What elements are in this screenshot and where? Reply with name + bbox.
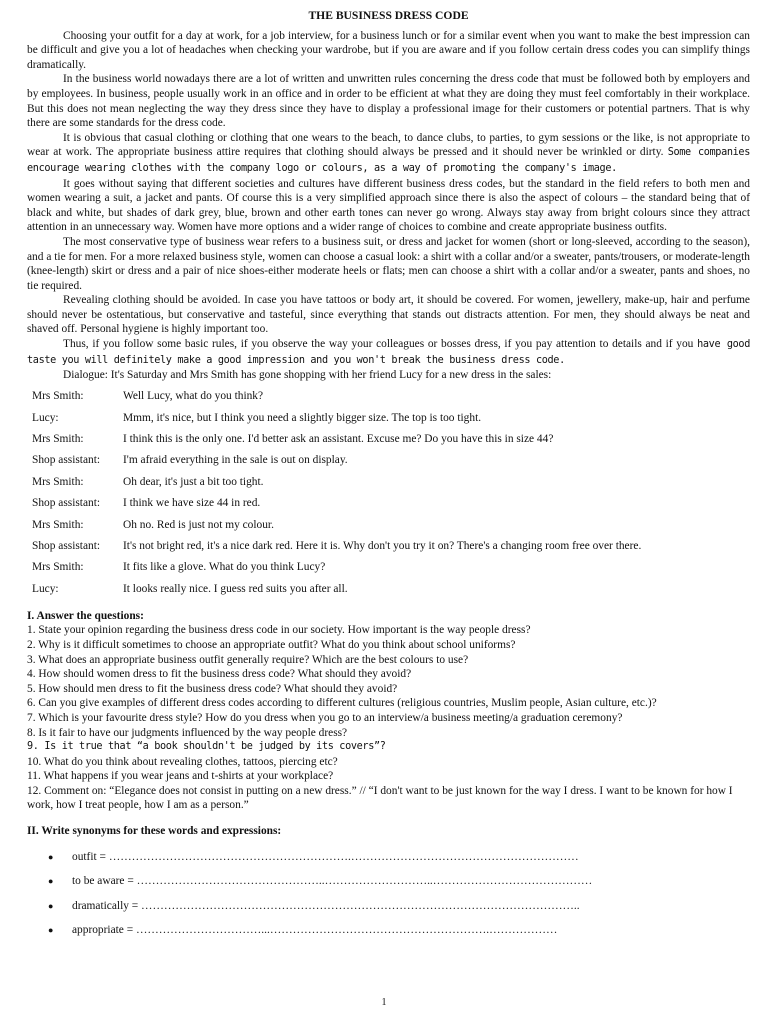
question-item: 4. How should women dress to fit the business dress code? What should they avoid? xyxy=(27,668,412,681)
dialogue-line: It's not bright red, it's a nice dark red. Here it is. Why don't you try it on? There's a changing room free over there. xyxy=(123,539,642,552)
dialogue-table xyxy=(27,386,641,600)
synonym-term: to be aware = xyxy=(72,875,137,888)
section-1-heading: I. Answer the questions: xyxy=(27,609,144,622)
synonym-item xyxy=(27,918,750,943)
dialogue-row xyxy=(27,386,641,407)
paragraph-7-handwritten-note: have good taste you will definitely make a good impression and you won't break the business dress code. xyxy=(27,339,750,366)
question-item: 10. What do you think about revealing clothes, tattoos, piercing etc? xyxy=(27,755,338,768)
synonym-answer-blank[interactable]: …………………………………………..………………………..…………………………………… xyxy=(136,875,593,888)
paragraph-2: In the business world nowadays there are a lot of written and unwritten rules concerning the dress code that must be followed both by employers and by employees. In business, people usually work in an office and in order to be efficient at what they are doing they must feel comfortably in their workplace. But this does not mean neglecting the way they dress since they have to display a professional image for their customers or potential partners. That is why there are some standards for the dress code. xyxy=(27,73,750,130)
dialogue-row xyxy=(27,514,641,535)
question-item: 12. Comment on: “Elegance does not consist in putting on a new dress.” // “I don't want to be just known for the way I dress. I want to be known for how I work, how I treat people, how I am as a person.” xyxy=(27,784,733,812)
dialogue-line: It looks really nice. I guess red suits you after all. xyxy=(123,582,348,595)
dialogue-speaker: Shop assistant: xyxy=(32,454,101,467)
bullet-icon: ● xyxy=(48,925,54,936)
dialogue-row xyxy=(27,429,641,450)
page-number: 1 xyxy=(381,997,387,1008)
synonym-answer-blank[interactable]: ……………………………...………………………………………………….……………… xyxy=(135,924,558,937)
dialogue-line: I think we have size 44 in red. xyxy=(123,497,261,510)
synonym-answer-blank[interactable]: …………………………………………………………………………………………………….. xyxy=(141,899,580,912)
paragraph-5: The most conservative type of business wear refers to a business suit, or dress and jacket for women (short or long-sleeved, according to the season), and a tie for men. For a more relaxed business style, women can choose a casual look: a shirt with a collar and/or a sweater, pants/trousers, or moderate-length (knee-length) skirt or dress and a pair of nice shoes-either moderate heels or flats; men can choose a shirt with a collar and/or a sweater, pants and shoes, no tie required. xyxy=(27,235,750,292)
question-item: 8. Is it fair to have our judgments influenced by the way people dress? xyxy=(27,726,348,739)
paragraph-3-text: It is obvious that casual clothing or clothing that one wears to the beach, to dance clubs, to parties, to gym sessions or the like, is not appropriate to wear at work. The appropriate business attire requires that clothing should always be pressed and it should never be wrinkled or dirty. xyxy=(27,131,750,159)
question-item: 3. What does an appropriate business outfit generally require? Which are the best colours to use? xyxy=(27,653,469,666)
dialogue-speaker: Shop assistant: xyxy=(32,497,101,510)
dialogue-row xyxy=(27,471,641,492)
question-item: 2. Why is it difficult sometimes to choose an appropriate outfit? What do you think about school uniforms? xyxy=(27,638,516,651)
paragraph-1: Choosing your outfit for a day at work, for a job interview, for a business lunch or for a similar event when you want to make the best impression can be difficult and give you a lot of headaches when checking your wardrobe, but if you are aware and if you follow certain dress codes you can simplify things dramatically. xyxy=(27,29,750,71)
paragraph-7 xyxy=(27,337,750,368)
paragraph-3-handwritten-note: Some companies encourage wearing clothes with the company logo or colours, as a way of promoting the company's image. xyxy=(27,147,750,174)
question-item-handwritten: 9. Is it true that “a book shouldn't be judged by its covers”? xyxy=(27,741,386,753)
dialogue-speaker: Mrs Smith: xyxy=(32,561,84,574)
bullet-icon: ● xyxy=(48,851,54,862)
question-item: 5. How should men dress to fit the business dress code? What should they avoid? xyxy=(27,682,398,695)
dialogue-line: Oh dear, it's just a bit too tight. xyxy=(123,475,264,488)
paragraph-7-text: Thus, if you follow some basic rules, if you observe the way your colleagues or bosses dress, if you pay attention to details and if you xyxy=(63,338,694,351)
synonym-item xyxy=(27,869,750,894)
dialogue-speaker: Lucy: xyxy=(32,411,59,424)
question-item: 6. Can you give examples of different dress codes according to different cultures (religious countries, Muslim people, Asian culture, etc.)? xyxy=(27,697,657,710)
dialogue-row xyxy=(27,493,641,514)
synonym-term: appropriate = xyxy=(72,924,136,937)
question-item: 1. State your opinion regarding the business dress code in our society. How important is the way people dress? xyxy=(27,624,531,637)
dialogue-speaker: Mrs Smith: xyxy=(32,433,84,446)
dialogue-speaker: Mrs Smith: xyxy=(32,518,84,531)
dialogue-row xyxy=(27,557,641,578)
dialogue-row xyxy=(27,536,641,557)
dialogue-speaker: Shop assistant: xyxy=(32,539,101,552)
synonyms-list xyxy=(27,845,750,943)
dialogue-row xyxy=(27,407,641,428)
dialogue-row xyxy=(27,450,641,471)
paragraph-3 xyxy=(27,131,750,177)
question-item: 11. What happens if you wear jeans and t-shirts at your workplace? xyxy=(27,770,334,783)
dialogue-line: Mmm, it's nice, but I think you need a slightly bigger size. The top is too tight. xyxy=(123,411,482,424)
dialogue-row xyxy=(27,578,641,599)
dialogue-line: Well Lucy, what do you think? xyxy=(123,390,264,403)
dialogue-line: I'm afraid everything in the sale is out on display. xyxy=(123,454,348,467)
bullet-icon: ● xyxy=(48,900,54,911)
document-title: THE BUSINESS DRESS CODE xyxy=(308,9,469,22)
synonym-term: dramatically = xyxy=(72,899,142,912)
question-item: 7. Which is your favourite dress style? How do you dress when you go to an interview/a business meeting/a graduation ceremony? xyxy=(27,711,623,724)
dialogue-speaker: Mrs Smith: xyxy=(32,390,84,403)
dialogue-speaker: Mrs Smith: xyxy=(32,475,84,488)
dialogue-line: Oh no. Red is just not my colour. xyxy=(123,518,274,531)
dialogue-speaker: Lucy: xyxy=(32,582,59,595)
section-2-heading: II. Write synonyms for these words and expressions: xyxy=(27,825,282,838)
dialogue-line: I think this is the only one. I'd better ask an assistant. Excuse me? Do you have this in size 44? xyxy=(123,433,554,446)
bullet-icon: ● xyxy=(48,876,54,887)
questions-list xyxy=(27,623,750,813)
synonym-answer-blank[interactable]: ……………………………………………………….…………………………………………………… xyxy=(108,850,579,863)
synonym-item xyxy=(27,845,750,870)
paragraph-6: Revealing clothing should be avoided. In case you have tattoos or body art, it should be covered. For women, jewellery, make-up, hair and perfume should never be ostentatious, but conservative and tasteful, since everything that stands out distracts attention. For men, they should always be neat and shaved off. Personal hygiene is highly important too. xyxy=(27,294,750,336)
dialogue-line: It fits like a glove. What do you think Lucy? xyxy=(123,561,326,574)
dialogue-intro: Dialogue: It's Saturday and Mrs Smith has gone shopping with her friend Lucy for a new dress in the sales: xyxy=(63,369,552,382)
paragraph-4: It goes without saying that different societies and cultures have different business dress codes, but the standard in the field refers to both men and women wearing a suit, a jacket and pants. Of course this is a very simplified approach since there is also the aspect of colours – the standard being that of black and white, but shades of dark grey, blue, brown and other earth tones can never go wrong. Always stay away from bright colours since they attract attention in an unnecessary way. Women have more options and a wider range of choices to combine and create appropriate business outfits. xyxy=(27,177,750,234)
synonym-item xyxy=(27,894,750,919)
synonym-term: outfit = xyxy=(72,850,109,863)
